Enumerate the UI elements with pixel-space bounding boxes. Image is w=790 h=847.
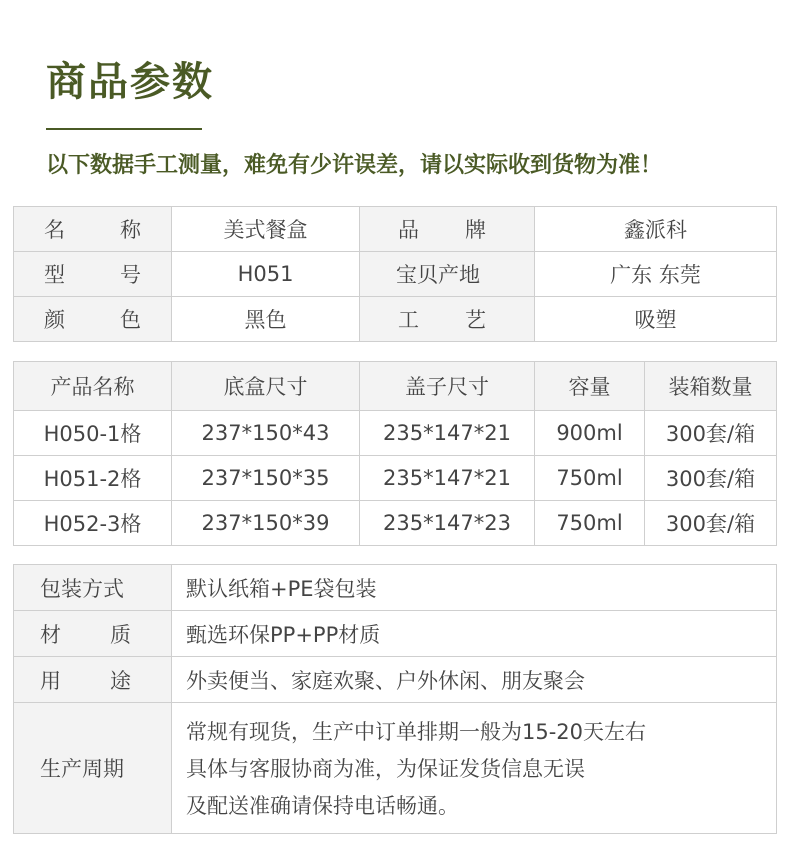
value-process: 吸塑 bbox=[535, 297, 777, 342]
value-origin: 广东 东莞 bbox=[535, 252, 777, 297]
details-row bbox=[14, 703, 777, 834]
basic-row bbox=[14, 297, 777, 342]
label-origin: 宝贝产地 bbox=[360, 252, 535, 297]
cell-carton-qty: 300套/箱 bbox=[645, 456, 777, 501]
label-usage bbox=[14, 657, 172, 703]
label-char: 颜 bbox=[44, 308, 65, 332]
title-underline bbox=[46, 128, 202, 130]
production-line: 具体与客服协商为准，为保证发货信息无误 bbox=[186, 756, 585, 781]
measurement-note: 以下数据手工测量，难免有少许误差，请以实际收到货物为准！ bbox=[46, 153, 663, 178]
label-char: 途 bbox=[110, 668, 131, 693]
header-capacity: 容量 bbox=[535, 362, 645, 411]
label-char: 色 bbox=[120, 308, 141, 332]
label-char: 号 bbox=[120, 263, 141, 287]
label-brand bbox=[360, 207, 535, 252]
production-line: 及配送准确请保持电话畅通。 bbox=[186, 793, 459, 818]
cell-lid-size: 235*147*21 bbox=[360, 456, 535, 501]
basic-info-table bbox=[13, 206, 777, 342]
header-lid-size: 盖子尺寸 bbox=[360, 362, 535, 411]
label-char: 用 bbox=[40, 668, 61, 693]
label-char: 材 bbox=[40, 622, 61, 647]
label-material bbox=[14, 611, 172, 657]
cell-carton-qty: 300套/箱 bbox=[645, 411, 777, 456]
label-model bbox=[14, 252, 172, 297]
cell-product-name: H052-3格 bbox=[14, 501, 172, 546]
label-char: 型 bbox=[44, 263, 65, 287]
label-char: 品 bbox=[398, 218, 419, 242]
header-base-size: 底盒尺寸 bbox=[172, 362, 360, 411]
page-title: 商品参数 bbox=[46, 59, 214, 105]
value-packaging: 默认纸箱+PE袋包装 bbox=[172, 565, 777, 611]
label-process bbox=[360, 297, 535, 342]
value-color: 黑色 bbox=[172, 297, 360, 342]
details-row bbox=[14, 565, 777, 611]
cell-lid-size: 235*147*23 bbox=[360, 501, 535, 546]
label-char: 称 bbox=[120, 218, 141, 242]
basic-row bbox=[14, 252, 777, 297]
value-usage: 外卖便当、家庭欢聚、户外休闲、朋友聚会 bbox=[172, 657, 777, 703]
label-packaging: 包装方式 bbox=[14, 565, 172, 611]
value-name: 美式餐盒 bbox=[172, 207, 360, 252]
details-row bbox=[14, 657, 777, 703]
cell-capacity: 900ml bbox=[535, 411, 645, 456]
label-char: 牌 bbox=[465, 218, 486, 242]
specs-header-row bbox=[14, 362, 777, 411]
cell-base-size: 237*150*35 bbox=[172, 456, 360, 501]
value-production bbox=[172, 703, 777, 834]
cell-lid-size: 235*147*21 bbox=[360, 411, 535, 456]
label-color bbox=[14, 297, 172, 342]
label-production: 生产周期 bbox=[14, 703, 172, 834]
cell-base-size: 237*150*39 bbox=[172, 501, 360, 546]
production-line: 常规有现货，生产中订单排期一般为15-20天左右 bbox=[186, 719, 647, 744]
cell-capacity: 750ml bbox=[535, 456, 645, 501]
basic-row bbox=[14, 207, 777, 252]
label-char: 艺 bbox=[465, 308, 486, 332]
value-material: 甄选环保PP+PP材质 bbox=[172, 611, 777, 657]
cell-base-size: 237*150*43 bbox=[172, 411, 360, 456]
label-char: 工 bbox=[398, 308, 419, 332]
specs-row bbox=[14, 456, 777, 501]
specs-table bbox=[13, 361, 777, 546]
specs-row bbox=[14, 501, 777, 546]
cell-product-name: H050-1格 bbox=[14, 411, 172, 456]
cell-capacity: 750ml bbox=[535, 501, 645, 546]
value-brand: 鑫派科 bbox=[535, 207, 777, 252]
specs-row bbox=[14, 411, 777, 456]
cell-carton-qty: 300套/箱 bbox=[645, 501, 777, 546]
header-carton-qty: 装箱数量 bbox=[645, 362, 777, 411]
details-row bbox=[14, 611, 777, 657]
details-table bbox=[13, 564, 777, 834]
label-char: 名 bbox=[44, 218, 65, 242]
label-char: 质 bbox=[110, 622, 131, 647]
header-product-name: 产品名称 bbox=[14, 362, 172, 411]
label-name bbox=[14, 207, 172, 252]
cell-product-name: H051-2格 bbox=[14, 456, 172, 501]
value-model: H051 bbox=[172, 252, 360, 297]
